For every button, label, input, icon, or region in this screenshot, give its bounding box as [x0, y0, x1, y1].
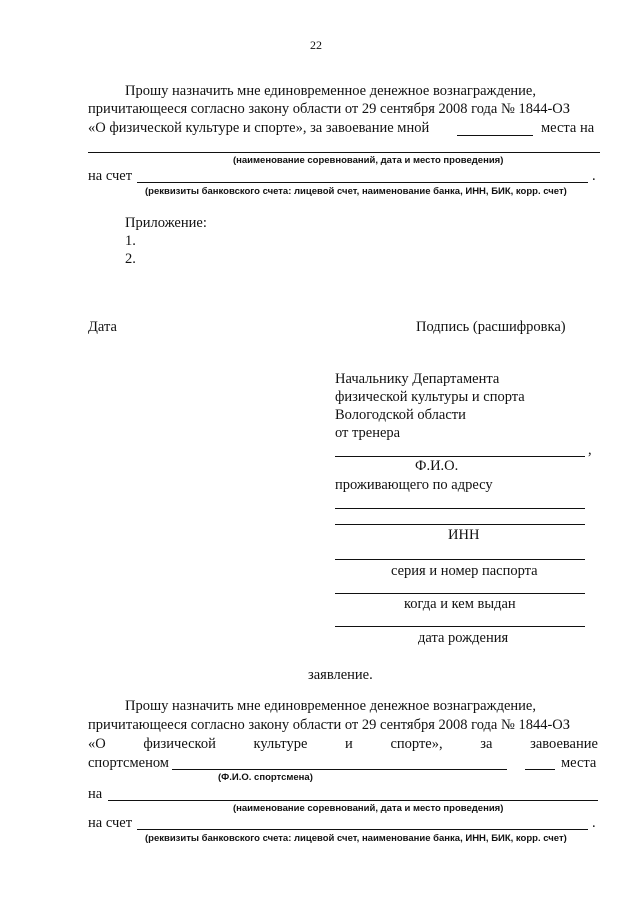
sportsman-blank-line[interactable]: [172, 769, 507, 770]
attachment-label: Приложение:: [125, 215, 207, 231]
competition-blank-line[interactable]: [88, 152, 600, 153]
fio-comma: ,: [588, 442, 592, 458]
caption-sportsman: (Ф.И.О. спортсмена): [218, 772, 313, 783]
bottom-word-7: завоевание: [530, 736, 598, 752]
inn-caption: ИНН: [448, 527, 480, 543]
bottom-word-1: «О: [88, 736, 106, 752]
issued-blank-line[interactable]: [335, 626, 585, 627]
on-label: на: [88, 786, 103, 802]
page-number: 22: [310, 38, 322, 52]
attachment-item-1: 1.: [125, 233, 136, 249]
passport-blank-line[interactable]: [335, 593, 585, 594]
signature-label: Подпись (расшифровка): [416, 319, 566, 335]
top-para-line-3a: «О физической культуре и спорте», за завоевание мной: [88, 120, 430, 136]
bottom-place-blank-line[interactable]: [525, 769, 555, 770]
bottom-account-label: на счет: [88, 815, 133, 831]
bottom-caption-account: (реквизиты банковского счета: лицевой счет, наименование банка, ИНН, БИК, корр. счет): [145, 833, 567, 844]
bottom-competition-blank-line[interactable]: [108, 800, 598, 801]
inn-blank-line[interactable]: [335, 559, 585, 560]
bottom-para-line-1: [125, 698, 598, 715]
place-label: места: [561, 755, 597, 771]
bottom-word-4: и: [345, 736, 353, 752]
account-blank-line[interactable]: [137, 182, 588, 183]
top-para-line-2: причитающееся согласно закону области от 29 сентября 2008 года № 1844-ОЗ: [88, 101, 571, 117]
account-label: на счет: [88, 168, 133, 184]
account-end: .: [592, 168, 596, 184]
fio-caption: Ф.И.О.: [415, 458, 459, 474]
bottom-word-3: культуре: [253, 736, 308, 752]
date-label: Дата: [88, 319, 117, 335]
fio-blank-line[interactable]: [335, 456, 585, 457]
address-label: проживающего по адресу: [335, 477, 493, 493]
birth-caption: дата рождения: [418, 630, 509, 646]
bottom-para-line-3: [88, 736, 598, 753]
addressee-line-2: физической культуры и спорта: [335, 389, 525, 405]
attachment-item-2: 2.: [125, 251, 136, 267]
bottom-word-6: за: [480, 736, 493, 752]
addressee-line-4: от тренера: [335, 425, 401, 441]
issued-caption: когда и кем выдан: [404, 596, 516, 612]
bottom-account-blank-line[interactable]: [137, 829, 588, 830]
bottom-caption-competition: (наименование соревнований, дата и место проведения): [233, 803, 504, 814]
caption-account: (реквизиты банковского счета: лицевой счет, наименование банка, ИНН, БИК, корр. счет): [145, 186, 567, 197]
address-blank-line-2[interactable]: [335, 524, 585, 525]
addressee-line-1: Начальнику Департамента: [335, 371, 500, 387]
place-blank-line[interactable]: [457, 135, 533, 136]
bottom-para-text-1: Прошу назначить мне единовременное денежное вознаграждение,: [125, 698, 536, 714]
top-para-line-1: [125, 83, 598, 100]
sportsman-label: спортсменом: [88, 755, 169, 771]
bottom-word-5: спорте»,: [390, 736, 443, 752]
bottom-word-2: физической: [143, 736, 216, 752]
top-para-text-1: Прошу назначить мне единовременное денежное вознаграждение,: [125, 83, 536, 99]
passport-caption: серия и номер паспорта: [391, 563, 538, 579]
bottom-account-end: .: [592, 815, 596, 831]
top-para-line-3b: места на: [541, 120, 595, 136]
bottom-para-line-2: причитающееся согласно закону области от 29 сентября 2008 года № 1844-ОЗ: [88, 717, 571, 733]
caption-competition: (наименование соревнований, дата и место проведения): [233, 155, 504, 166]
address-blank-line-1[interactable]: [335, 508, 585, 509]
addressee-line-3: Вологодской области: [335, 407, 466, 423]
document-title: заявление.: [308, 667, 373, 683]
